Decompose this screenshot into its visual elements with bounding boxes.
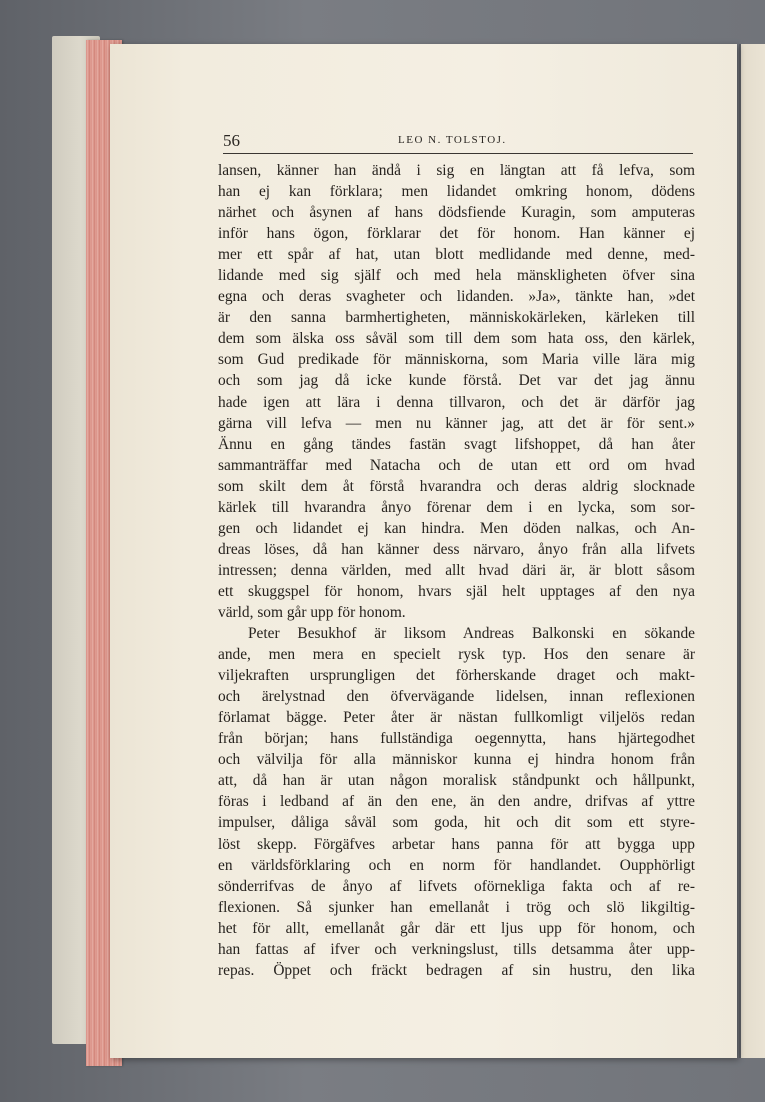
text-line: lansen, känner han ändå i sig en längtan att få lefva, som <box>218 162 695 179</box>
paragraph-end-line: värld, som går upp för honom. <box>218 603 406 621</box>
text-line: lidande med sig själf och med hela mänskligheten öfver sina <box>218 267 695 285</box>
text-line: är den sanna barmhertigheten, människokärleken, kärleken till <box>218 309 695 327</box>
text-line: inför hans ögon, förklarar det för honom. Han känner ej <box>218 225 695 243</box>
text-line: att, då han är utan någon moralisk ståndpunkt och hållpunkt, <box>218 772 695 790</box>
text-line: intressen; denna världen, med allt hvad däri är, är blott såsom <box>218 561 695 579</box>
text-line: närhet och åsynen af hans dödsfiende Kuragin, som amputeras <box>218 204 695 222</box>
text-line: flexionen. Så sjunker han emellanåt i trög och slö likgiltig- <box>218 898 695 916</box>
text-line: dem som älska oss såväl som till dem som hata oss, den kärlek, <box>218 330 695 348</box>
text-line: sönderrifvas de ånyo af lifvets oförnekliga fakta och af re- <box>218 877 695 895</box>
text-line: och välvilja för alla människor kunna ej hindra honom från <box>218 751 695 769</box>
text-line: som skilt dem åt förstå hvarandra och deras aldrig slocknade <box>218 477 695 495</box>
paragraph-start-line: Peter Besukhof är liksom Andreas Balkonski en sökande <box>248 625 695 643</box>
text-line: impulser, dåliga såväl som goda, hit och dit som ett styre- <box>218 814 695 832</box>
text-line: gen och lidandet ej kan hindra. Men döden nalkas, och An- <box>218 519 695 537</box>
text-line: förlamat bägge. Peter åter är nästan fullkomligt viljelös redan <box>218 709 695 727</box>
text-line: dreas löses, då han känner dess närvaro, ånyo från alla lifvets <box>218 540 695 558</box>
text-line: sammanträffar med Natacha och de utan ett ord om hvad <box>218 456 695 474</box>
text-line: repas. Öppet och fräckt bedragen af sin hustru, den lika <box>218 961 695 979</box>
page-header <box>223 131 693 154</box>
text-line: löst skepp. Förgäfves arbetar hans panna för att bygga upp <box>218 835 695 853</box>
facing-page-edge <box>739 44 765 1058</box>
text-line: han fattas af ifver och verkningslust, tills detsamma åter upp- <box>218 940 695 958</box>
text-line: och som jag då icke kunde förstå. Det var det jag ännu <box>218 372 695 390</box>
text-line: Ännu en gång tändes fastän svagt lifshoppet, då han åter <box>218 435 695 453</box>
page-number: 56 <box>223 131 240 150</box>
text-line: viljekraften ursprungligen det förherskande draget och makt- <box>218 667 695 685</box>
body-text <box>218 160 695 981</box>
text-line: gärna vill lefva — men nu känner jag, att det är för sent.» <box>218 414 695 432</box>
text-line: som Gud predikade för människorna, som Maria ville lära mig <box>218 351 695 369</box>
text-line: mer ett spår af hat, utan blott medlidande med denne, med- <box>218 246 695 264</box>
text-line: han ej kan förklara; men lidandet omkring honom, dödens <box>218 183 695 201</box>
text-line: från början; hans fullständiga oegennytta, hans hjärtegodhet <box>218 730 695 748</box>
text-line: och ärelystnad den öfvervägande lidelsen, innan reflexionen <box>218 688 695 706</box>
running-title: LEO N. TOLSTOJ. <box>398 134 507 146</box>
text-line: ande, men mera en specielt rysk typ. Hos den senare är <box>218 646 695 664</box>
text-line: ett skuggspel för honom, hvars själ helt upptages af den nya <box>218 582 695 600</box>
text-line: hade igen att lära i denna tillvaron, och det är därför jag <box>218 393 695 411</box>
text-line: kärlek till hvarandra ånyo förenar dem i en lycka, som sor- <box>218 498 695 516</box>
text-line: föras i ledband af än den ene, än den andre, drifvas af yttre <box>218 793 695 811</box>
text-line: het för allt, emellanåt går där ett ljus upp för honom, och <box>218 919 695 937</box>
text-line: en världsförklaring och en norm för handlandet. Oupphörligt <box>218 856 695 874</box>
text-line: egna och deras svagheter och lidanden. »Ja», tänkte han, »det <box>218 288 695 306</box>
